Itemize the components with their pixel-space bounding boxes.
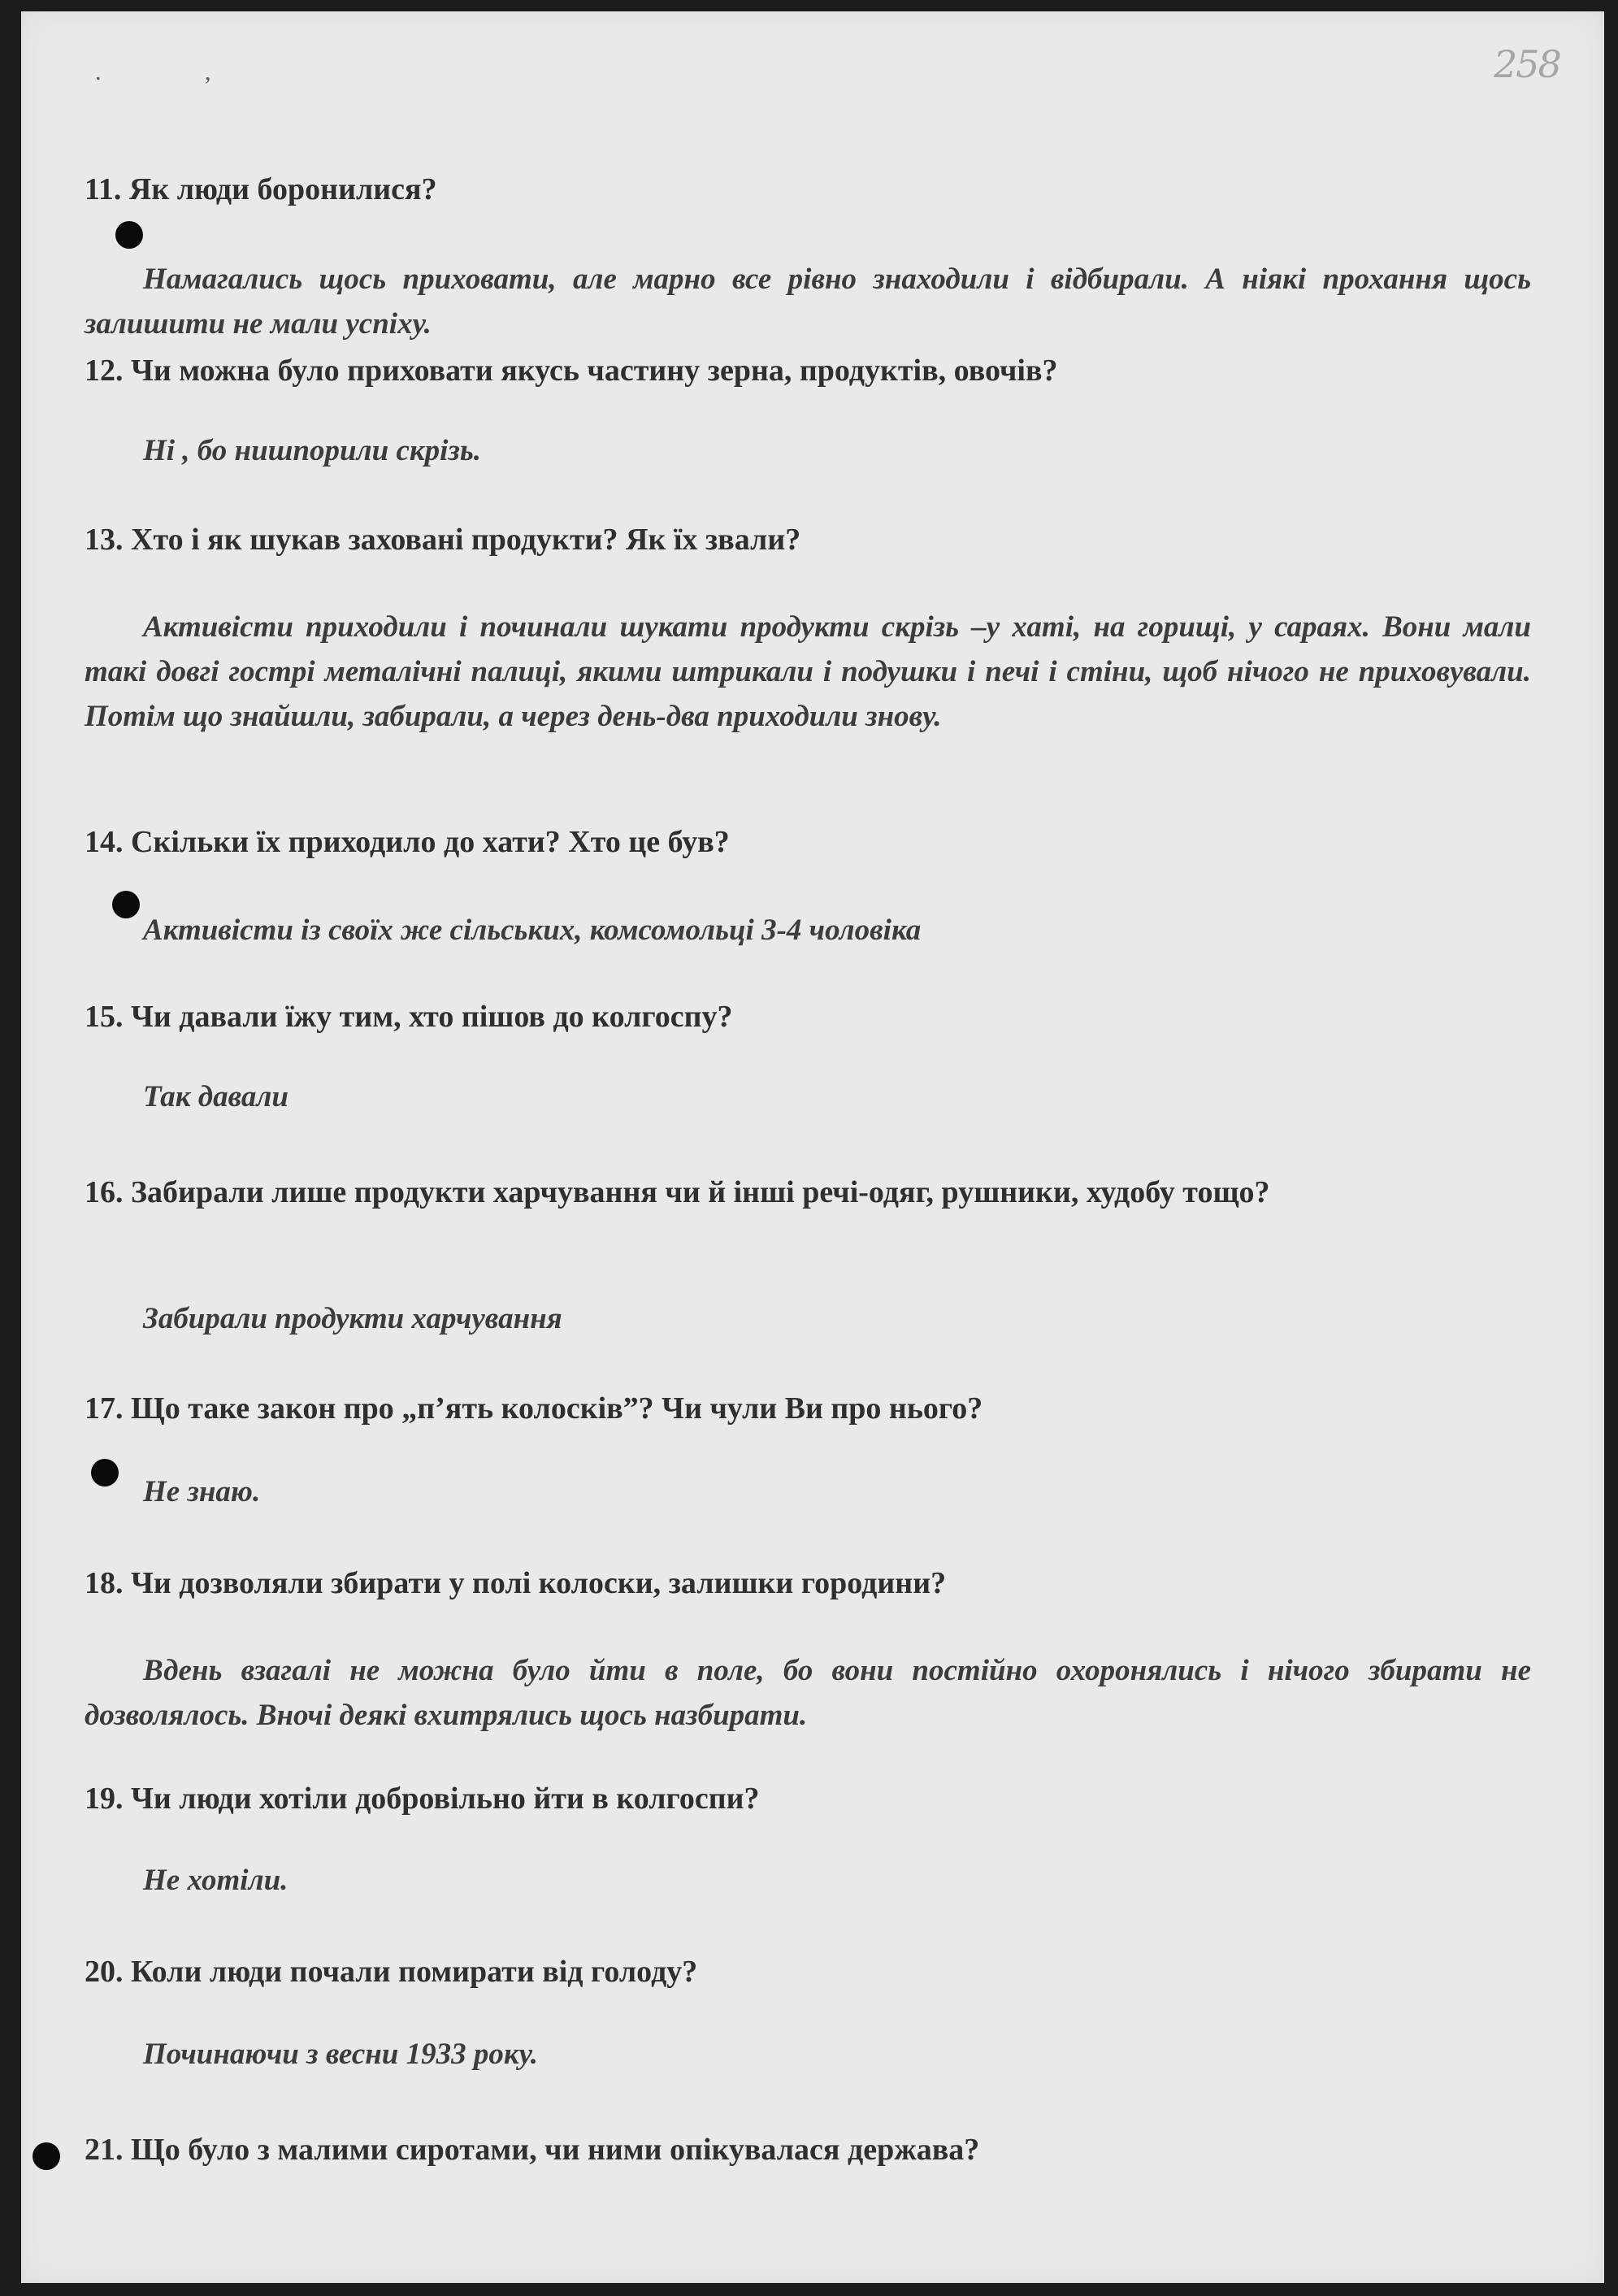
question-17: 17. Що таке закон про „п’ять колосків”? Чи чули Ви про нього? bbox=[85, 1391, 983, 1426]
question-16: 16. Забирали лише продукти харчування чи й інші речі-одяг, рушники, худобу тощо? bbox=[85, 1175, 1270, 1209]
answer-16: Забирали продукти харчування bbox=[143, 1302, 562, 1335]
punch-hole bbox=[115, 221, 143, 249]
question-15: 15. Чи давали їжу тим, хто пішов до колгоспу? bbox=[85, 1000, 733, 1034]
corner-marks: . , bbox=[95, 59, 260, 85]
answer-12: Ні , бо нишпорили скрізь. bbox=[143, 434, 481, 467]
question-14: 14. Скільки їх приходило до хати? Хто це був? bbox=[85, 825, 730, 859]
answer-20: Починаючи з весни 1933 року. bbox=[143, 2038, 538, 2071]
answer-13: Активісти приходили і починали шукати продукти скрізь –у хаті, на горищі, у сараях. Вони мали такі довгі гострі металічні палиці, якими штрикали і подушки і печі і стіни, щоб нічого не приховували. Потім що знайшли, забирали, а через день-два приходили знову. bbox=[85, 610, 1531, 733]
answer-11: Намагались щось приховати, але марно все рівно знаходили і відбирали. А ніякі прохання щось залишити не мали успіху. bbox=[85, 263, 1531, 341]
answer-19: Не хотіли. bbox=[143, 1864, 288, 1897]
answer-14: Активісти із своїх же сільських, комсомольці 3-4 чоловіка bbox=[143, 914, 922, 947]
page-number: 258 bbox=[1494, 42, 1560, 86]
answer-18: Вдень взагалі не можна було йти в поле, бо вони постійно охоронялись і нічого збирати не дозволялось. Вночі деякі вхитрялись щось назбирати. bbox=[85, 1654, 1531, 1732]
question-13: 13. Хто і як шукав заховані продукти? Як їх звали? bbox=[85, 523, 801, 557]
question-20: 20. Коли люди почали помирати від голоду? bbox=[85, 1955, 698, 1989]
question-18: 18. Чи дозволяли збирати у полі колоски, залишки городини? bbox=[85, 1566, 947, 1600]
punch-hole bbox=[33, 2142, 60, 2170]
question-11: 11. Як люди боронилися? bbox=[85, 172, 437, 206]
question-21: 21. Що було з малими сиротами, чи ними опікувалася держава? bbox=[85, 2133, 980, 2167]
question-19: 19. Чи люди хотіли добровільно йти в колгоспи? bbox=[85, 1782, 760, 1816]
answer-15: Так давали bbox=[143, 1080, 288, 1113]
answer-17: Не знаю. bbox=[143, 1475, 261, 1508]
question-12: 12. Чи можна було приховати якусь частину зерна, продуктів, овочів? bbox=[85, 354, 1058, 388]
